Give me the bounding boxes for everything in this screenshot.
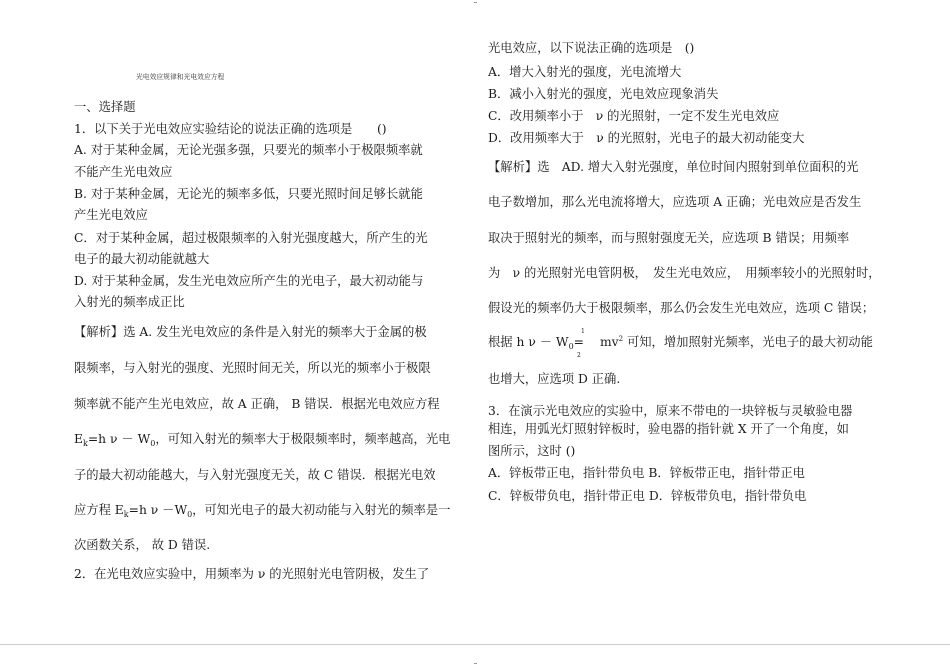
q1-analysis-3: 频率就不能产生光电效应，故 A 正确， B 错误．根据光电效应方程 [74, 397, 440, 411]
q1-analysis-4: 子的最大初动能越大，与入射光强度无关，故 C 错误．根据光电效 [74, 468, 436, 482]
q1-analysis-2: 限频率，与入射光的强度、光照时间无关，所以光的频率小于极限 [74, 361, 431, 375]
q2-analysis-1: 【解析】选 AD. 增大入射光强度，单位时间内照射到单位面积的光 [488, 160, 859, 174]
q2-analysis-6: 也增大，应选项 D 正确. [488, 372, 621, 386]
fraction-denominator: 2 [577, 352, 581, 359]
q1-option-c: C．对于某种金属，超过极限频率的入射光强度越大，所产生的光 [74, 231, 428, 245]
q1-option-d-cont: 入射光的频率成正比 [74, 295, 185, 309]
q2-analysis-3: 取决于照射光的频率，而与照射强度无关，应选项 B 错误；用频率 [488, 231, 850, 245]
q2-stem: 2．在光电效应实验中，用频率为 ν 的光照射光电管阴极，发生了 [74, 567, 430, 581]
q1-option-c-cont: 电子的最大初动能就越大 [74, 252, 210, 266]
q3-options-ab: A．锌板带正电，指针带负电 B．锌板带正电，指针带正电 [488, 466, 805, 480]
q3-options-cd: C．锌板带负电，指针带正电 D．锌板带负电，指针带负电 [488, 489, 807, 503]
q2-analysis-2: 电子数增加，那么光电流将增大，应选项 A 正确；光电效应是否发生 [488, 195, 862, 209]
q2-option-d: D．改用频率大于 ν 的光照射，光电子的最大初动能变大 [488, 131, 805, 145]
q3-stem-cont-2: 图所示，这时 () [488, 444, 576, 458]
q2-equation-line: 根据 h $\nu - W_0= mv^2$ 可知，增加照射光频率，光电子的最大初动能 [488, 335, 873, 352]
q1-equation-line-1: $E_k=h$ $\nu - W_0$，可知入射光的频率大于极限频率时，频率越高，光电 [74, 432, 451, 448]
q3-stem: 3．在演示光电效应的实验中，原来不带电的一块锌板与灵敏验电器 [488, 404, 853, 418]
q3-stem-cont-1: 相连，用弧光灯照射锌板时，验电器的指针就 X 开了一个角度，如 [488, 422, 849, 436]
bottom-center-mark [474, 663, 477, 664]
q1-analysis-5: 次函数关系， 故 D 错误. [74, 538, 211, 552]
q2-option-b: B．减小入射光的强度，光电效应现象消失 [488, 87, 719, 101]
top-center-mark [474, 2, 477, 3]
document-title: 光电效应规律和光电效应方程 [136, 73, 225, 81]
q1-option-a-cont: 不能产生光电效应 [74, 165, 173, 179]
q2-option-c: C．改用频率小于 ν 的光照射，一定不发生光电效应 [488, 109, 780, 123]
q1-analysis-1: 【解析】选 A. 发生光电效应的条件是入射光的频率大于金属的极 [74, 325, 427, 339]
q1-option-d: D. 对于某种金属，发生光电效应所产生的光电子，最大初动能与 [74, 274, 424, 288]
q2-stem-cont: 光电效应，以下说法正确的选项是 () [488, 41, 695, 55]
q1-equation-line-2: 应方程 $E_k=h$ $\nu -W_0$，可知光电子的最大初动能与入射光的频率是一 [74, 503, 451, 519]
section-heading: 一、选择题 [74, 100, 136, 114]
q1-stem: 1．以下关于光电效应实验结论的说法正确的选项是 () [74, 122, 387, 136]
q2-analysis-5: 假设光的频率仍大于极限频率，那么仍会发生光电效应，选项 C 错误； [488, 301, 875, 315]
q2-analysis-4: 为 ν 的光照射光电管阴极， 发生光电效应， 用频率较小的光照射时， [488, 266, 881, 280]
q1-option-b-cont: 产生光电效应 [74, 208, 148, 222]
q2-option-a: A．增大入射光的强度，光电流增大 [488, 65, 682, 79]
page-bottom-border [0, 644, 950, 645]
q1-option-b: B. 对于某种金属，无论光的频率多低，只要光照时间足够长就能 [74, 187, 423, 201]
q1-option-a: A. 对于某种金属，无论光强多强，只要光的频率小于极限频率就 [74, 143, 423, 157]
fraction-numerator: 1 [581, 328, 585, 335]
